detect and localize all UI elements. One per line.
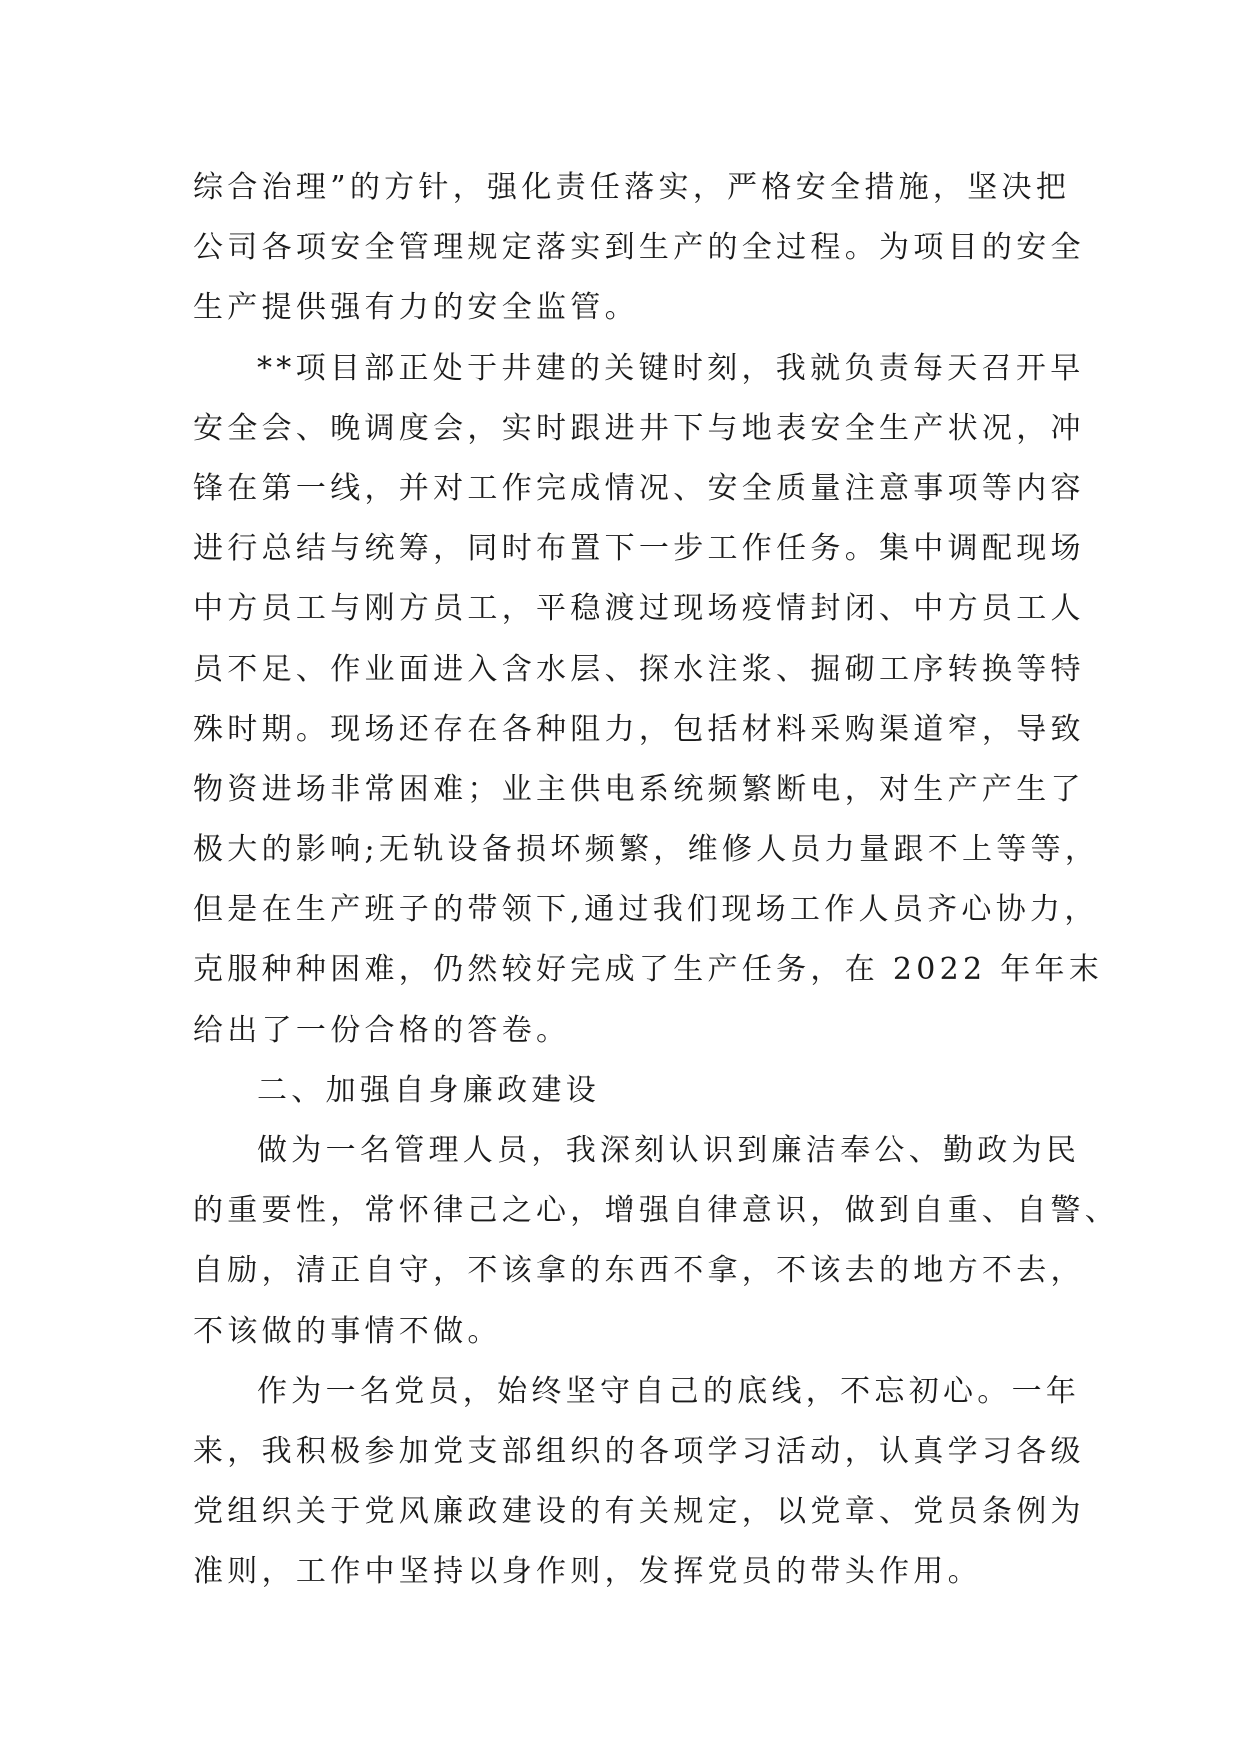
text-line: 安全会、晚调度会，实时跟进井下与地表安全生产状况，冲	[193, 410, 1085, 446]
text-line: **项目部正处于井建的关键时刻，我就负责每天召开早	[257, 350, 1085, 386]
document-body	[193, 158, 1120, 1603]
text-line: 克服种种困难，仍然较好完成了生产任务，在 2022 年年末	[193, 952, 1104, 988]
text-line: 物资进场非常困难；业主供电系统频繁断电，对生产产生了	[193, 771, 1085, 807]
text-line: 给出了一份合格的答卷。	[193, 1012, 571, 1048]
text-line: 准则，工作中坚持以身作则，发挥党员的带头作用。	[193, 1554, 982, 1590]
text-line: 作为一名党员，始终坚守自己的底线，不忘初心。一年	[257, 1373, 1081, 1409]
text-line: 党组织关于党风廉政建设的有关规定，以党章、党员条例为	[193, 1494, 1085, 1530]
text-line: 不该做的事情不做。	[193, 1313, 502, 1349]
text-line: 生产提供强有力的安全监管。	[193, 290, 639, 326]
text-line: 极大的影响;无轨设备损坏频繁，维修人员力量跟不上等等，	[193, 832, 1100, 868]
text-line: 中方员工与刚方员工，平稳渡过现场疫情封闭、中方员工人	[193, 591, 1085, 627]
text-line: 公司各项安全管理规定落实到生产的全过程。为项目的安全	[193, 230, 1085, 266]
text-line: 综合治理”的方针，强化责任落实，严格安全措施，坚决把	[193, 170, 1071, 205]
text-line: 来，我积极参加党支部组织的各项学习活动，认真学习各级	[193, 1433, 1085, 1469]
text-line: 锋在第一线，并对工作完成情况、安全质量注意事项等内容	[193, 470, 1085, 506]
text-line: 二、加强自身廉政建设	[257, 1072, 600, 1108]
text-line: 的重要性，常怀律己之心，增强自律意识，做到自重、自警、	[193, 1193, 1120, 1229]
text-line: 自励，清正自守，不该拿的东西不拿，不该去的地方不去，	[193, 1253, 1085, 1289]
text-line: 殊时期。现场还存在各种阻力，包括材料采购渠道窄，导致	[193, 711, 1085, 747]
text-line: 但是在生产班子的带领下,通过我们现场工作人员齐心协力，	[193, 892, 1099, 928]
text-line: 进行总结与统筹，同时布置下一步工作任务。集中调配现场	[193, 531, 1085, 567]
text-line: 员不足、作业面进入含水层、探水注浆、掘砌工序转换等特	[193, 651, 1085, 687]
text-line: 做为一名管理人员，我深刻认识到廉洁奉公、勤政为民	[257, 1133, 1081, 1168]
